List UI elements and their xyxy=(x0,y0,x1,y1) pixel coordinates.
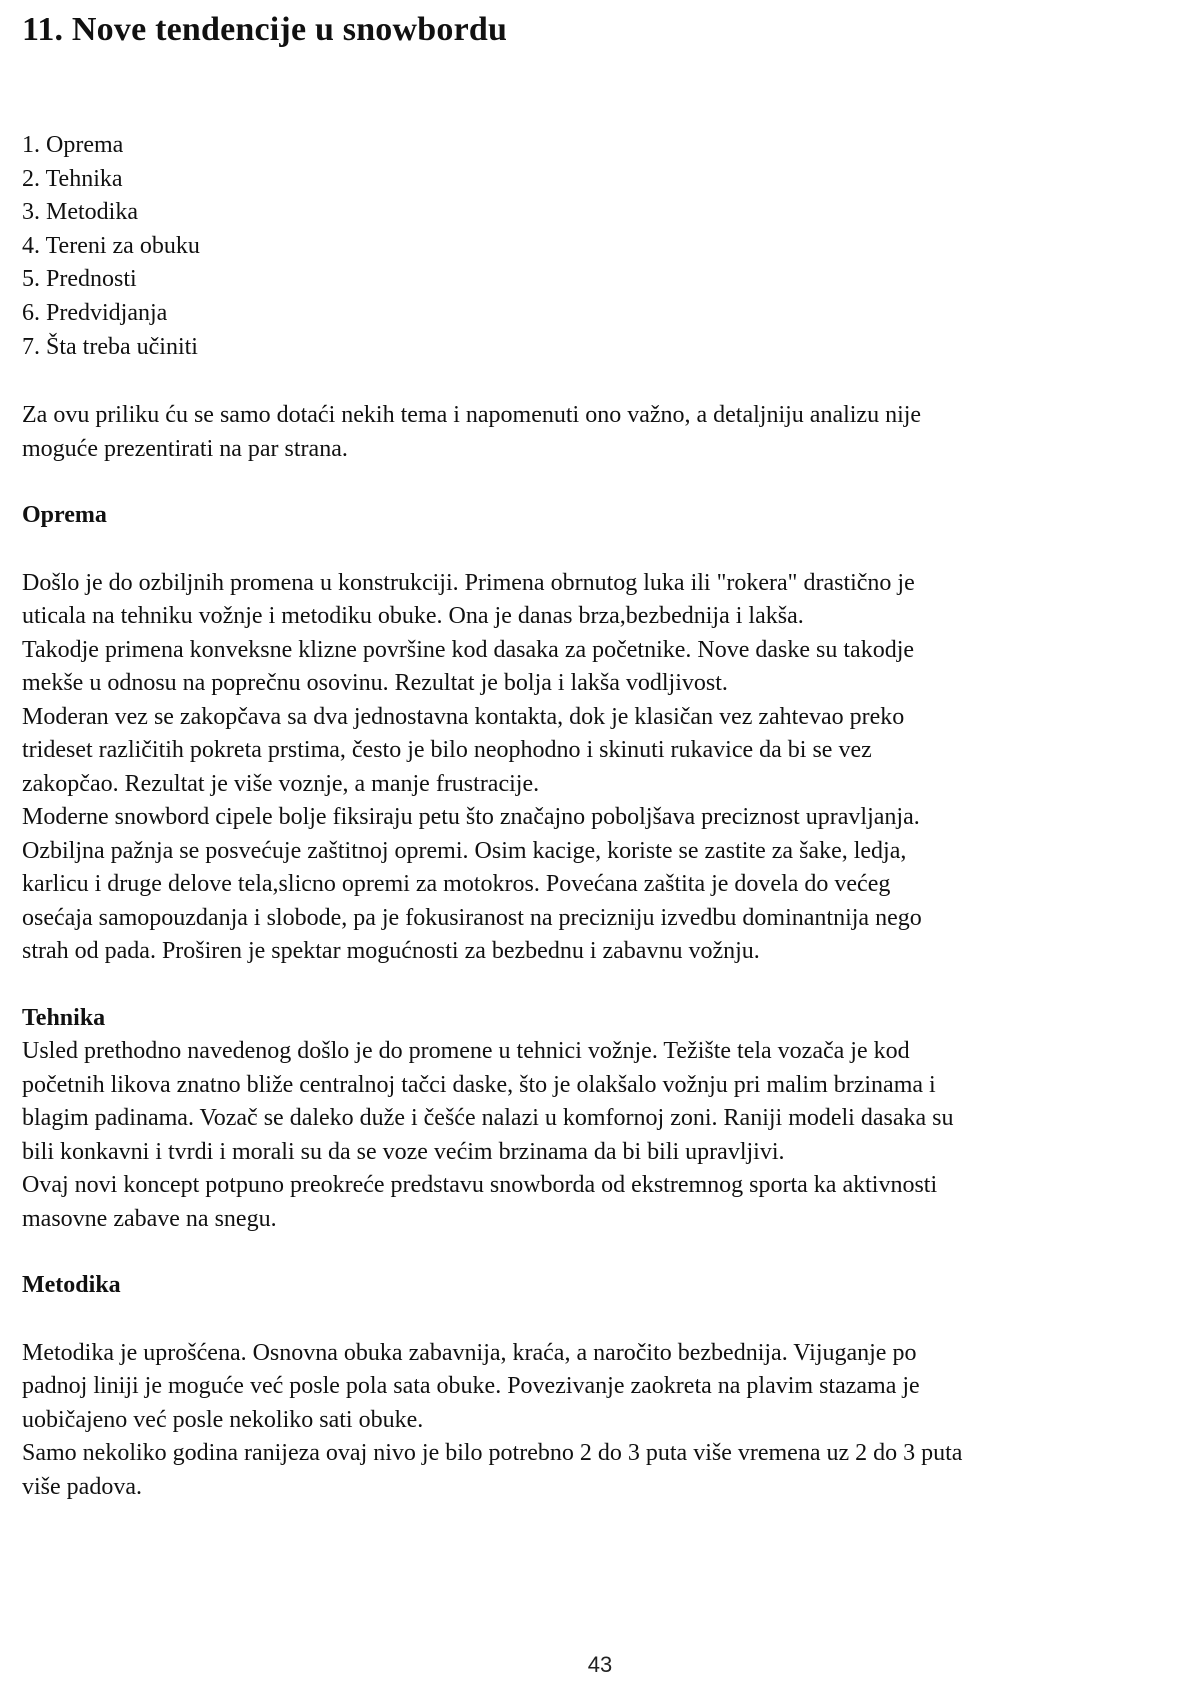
section-body-tehnika xyxy=(22,1035,1182,1236)
toc-item: 3. Metodika xyxy=(22,199,138,226)
text-line: Moderan vez se zakopčava sa dva jednostavna kontakta, dok je klasičan vez zahtevao preko xyxy=(22,703,905,730)
text-line: bili konkavni i tvrdi i morali su da se voze većim brzinama da bi bili upravljivi. xyxy=(22,1138,785,1165)
text-line: mekše u odnosu na poprečnu osovinu. Rezultat je bolja i lakša vodljivost. xyxy=(22,670,728,697)
section-body-metodika xyxy=(22,1337,1182,1505)
text-line: Takodje primena konveksne klizne površine kod dasaka za početnike. Nove daske su takodje xyxy=(22,636,915,663)
section-heading-oprema: Oprema xyxy=(22,502,107,529)
text-line: padnoj liniji je moguće već posle pola sata obuke. Povezivanje zaokreta na plavim stazama je xyxy=(22,1373,920,1400)
toc-item: 1. Oprema xyxy=(22,132,124,158)
text-line: moguće prezentirati na par strana. xyxy=(22,435,348,462)
text-line: blagim padinama. Vozač se daleko duže i češće nalazi u komfornoj zoni. Raniji modeli dasaka su xyxy=(22,1105,954,1132)
table-of-contents xyxy=(22,129,1182,364)
text-line: osećaja samopouzdanja i slobode, pa je fokusiranost na precizniju izvedbu dominantnija nego xyxy=(22,904,922,931)
text-line: Ovaj novi koncept potpuno preokreće predstavu snowborda od ekstremnog sporta ka aktivnosti xyxy=(22,1172,938,1199)
section-body-oprema xyxy=(22,567,1182,969)
text-line: karlicu i druge delove tela,slicno opremi za motokros. Povećana zaštita je dovela do većeg xyxy=(22,871,891,898)
page-title: 11. Nove tendencije u snowbordu xyxy=(22,11,508,48)
text-line: Ozbiljna pažnja se posvećuje zaštitnoj opremi. Osim kacige, koriste se zastite za šake, ledja, xyxy=(22,837,907,864)
document-page xyxy=(22,8,1182,1504)
text-line: zakopčao. Rezultat je više voznje, a manje frustracije. xyxy=(22,770,540,797)
section-heading-metodika: Metodika xyxy=(22,1272,121,1299)
text-line: Moderne snowbord cipele bolje fiksiraju petu što značajno poboljšava preciznost upravljanja. xyxy=(22,804,920,831)
text-line: trideset različitih pokreta prstima, često je bilo neophodno i skinuti rukavice da bi se vez xyxy=(22,737,872,764)
toc-item: 6. Predvidjanja xyxy=(22,299,168,326)
text-line: Za ovu priliku ću se samo dotaći nekih tema i napomenuti ono važno, a detaljniju analizu nije xyxy=(22,402,922,429)
text-line: uobičajeno već posle nekoliko sati obuke. xyxy=(22,1406,424,1433)
toc-item: 4. Tereni za obuku xyxy=(22,232,200,259)
toc-item: 5. Prednosti xyxy=(22,266,137,293)
text-line: više padova. xyxy=(22,1473,142,1500)
toc-item: 2. Tehnika xyxy=(22,165,123,192)
toc-item: 7. Šta treba učiniti xyxy=(22,333,198,360)
text-line: Došlo je do ozbiljnih promena u konstrukciji. Primena obrnutog luka ili "rokera" drastično je xyxy=(22,569,915,596)
text-line: početnih likova znatno bliže centralnoj tačci daske, što je olakšalo vožnju pri malim brzinama i xyxy=(22,1071,936,1098)
text-line: Metodika je uprošćena. Osnovna obuka zabavnija, kraća, a naročito bezbednija. Vijuganje po xyxy=(22,1339,917,1366)
text-line: uticala na tehniku vožnje i metodiku obuke. Ona je danas brza,bezbednija i lakša. xyxy=(22,603,804,630)
section-heading-tehnika: Tehnika xyxy=(22,1004,106,1031)
text-line: strah od pada. Proširen je spektar mogućnosti za bezbednu i zabavnu vožnju. xyxy=(22,938,760,965)
text-line: Usled prethodno navedenog došlo je do promene u tehnici vožnje. Težište tela vozača je kod xyxy=(22,1038,910,1065)
text-line: Samo nekoliko godina ranijeza ovaj nivo je bilo potrebno 2 do 3 puta više vremena uz 2 do 3 puta xyxy=(22,1440,963,1467)
intro-paragraph xyxy=(22,399,1182,466)
page-number: 43 xyxy=(587,1652,613,1677)
text-line: masovne zabave na snegu. xyxy=(22,1205,277,1232)
